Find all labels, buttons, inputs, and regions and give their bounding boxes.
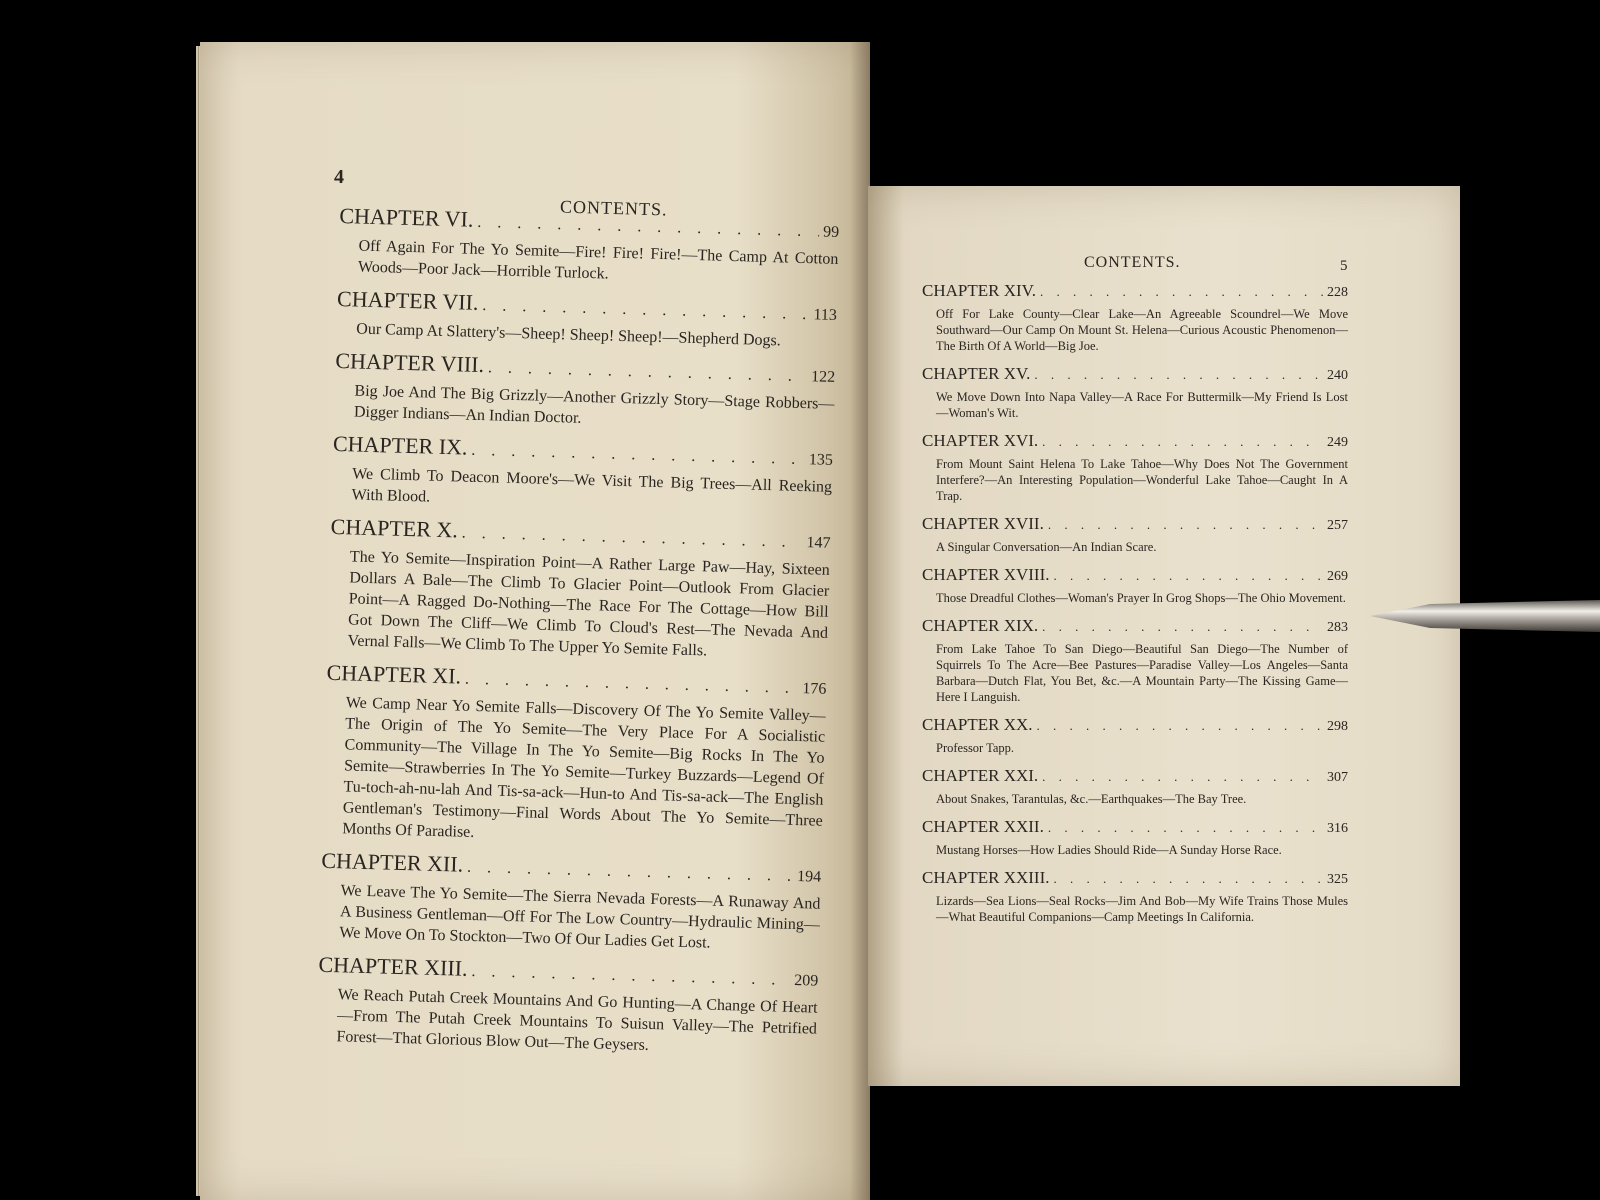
contents-entry: [322, 659, 827, 853]
chapter-summary: Big Joe And The Big Grizzly—Another Grizzly Story—Stage Robbers—Digger Indians—An Indian Doctor.: [353, 382, 835, 427]
contents-entry: [922, 867, 1348, 925]
contents-entry: [922, 816, 1348, 858]
contents-entry: [922, 513, 1348, 555]
chapter-page-number: 325: [1327, 872, 1348, 887]
chapter-page-number: 257: [1327, 518, 1348, 533]
chapter-heading-line: [922, 363, 1348, 387]
chapter-title: CHAPTER XVIII.: [922, 565, 1050, 584]
contents-entry: [922, 430, 1348, 504]
chapter-summary: From Mount Saint Helena To Lake Tahoe—Why Does Not The Government Interfere?—An Interesting Population—Wonderful Lake Tahoe—Caught In A Trap.: [936, 457, 1348, 503]
chapter-heading-line: [922, 867, 1348, 891]
contents-entry: [922, 615, 1348, 705]
chapter-page-number: 194: [796, 868, 822, 886]
chapter-heading-line: [922, 564, 1348, 588]
letter-opener-icon: [1370, 592, 1600, 638]
chapter-page-number: 209: [794, 971, 819, 990]
leader-dots: [1048, 514, 1323, 536]
leader-dots: [1048, 817, 1323, 839]
chapter-page-number: 228: [1327, 285, 1348, 300]
chapter-page-number: 147: [806, 534, 831, 552]
chapter-summary: Those Dreadful Clothes—Woman's Prayer In Grog Shops—The Ohio Movement.: [936, 591, 1346, 605]
chapter-summary: From Lake Tahoe To San Diego—Beautiful San Diego—The Number of Squirrels To The Acre—Bee Pastures—Paradise Valley—Los Angeles—Santa Barbara—Dutch Flat, You Bet, &c.—A Mountain Party—The Kissing Game—Here I Languish.: [936, 642, 1348, 704]
chapter-summary: Professor Tapp.: [936, 741, 1015, 755]
chapter-title: CHAPTER XVI.: [922, 431, 1039, 450]
chapter-page-number: 113: [813, 306, 838, 324]
chapter-title: CHAPTER VIII.: [335, 347, 485, 378]
leader-dots: [1042, 766, 1323, 788]
chapter-summary: Off Again For The Yo Semite—Fire! Fire! Fire!—The Camp At Cotton Woods—Poor Jack—Horrible Turlock.: [357, 237, 839, 283]
chapter-title: CHAPTER XXII.: [922, 817, 1044, 836]
chapter-page-number: 122: [810, 368, 836, 386]
chapter-heading-line: [922, 430, 1348, 454]
chapter-page-number: 99: [822, 223, 840, 241]
chapter-title: CHAPTER XII.: [321, 847, 464, 877]
chapter-summary: Our Camp At Slattery's—Sheep! Sheep! Sheep!—Shepherd Dogs.: [356, 320, 781, 350]
chapter-summary: The Yo Semite—Inspiration Point—A Rather Large Paw—Hay, Sixteen Dollars A Bale—The Climb To Glacier Point—Outlook From Glacier Point—A Ragged Do-Nothing—The Race For The Cottage—How Bill Got Down The Cliff—We Climb To Cloud's Rest—The Nevada And Vernal Falls—We Climb To The Upper Yo Semite Falls.: [347, 548, 830, 660]
chapter-heading-line: [922, 513, 1348, 537]
chapter-title: CHAPTER XVII.: [922, 514, 1044, 533]
left-folio: 4: [334, 166, 344, 188]
right-running-head: CONTENTS.: [1084, 254, 1181, 271]
contents-entry: [334, 347, 836, 436]
chapter-page-number: 176: [802, 680, 827, 698]
chapter-summary: We Reach Putah Creek Mountains And Go Hunting—A Change Of Heart—From The Putah Creek Mountains To Suisun Valley—The Petrified Forest—That Glorious Blow Out—The Geysers.: [336, 986, 818, 1054]
chapter-heading-line: [922, 714, 1348, 738]
leader-dots: [1040, 281, 1323, 303]
left-running-head: CONTENTS.: [559, 196, 668, 220]
chapter-title: CHAPTER XXIII.: [922, 868, 1050, 887]
contents-entry: [922, 714, 1348, 756]
chapter-summary: A Singular Conversation—An Indian Scare.: [936, 540, 1157, 554]
chapter-summary: We Climb To Deacon Moore's—We Visit The Big Trees—All Reeking With Blood.: [351, 465, 833, 506]
chapter-title: CHAPTER X.: [330, 513, 459, 543]
chapter-page-number: 316: [1327, 821, 1348, 836]
chapter-title: CHAPTER XV.: [922, 364, 1031, 383]
right-folio: 5: [1340, 258, 1348, 274]
chapter-title: CHAPTER XI.: [326, 659, 462, 689]
contents-entry: [922, 765, 1348, 807]
chapter-summary: About Snakes, Tarantulas, &c.—Earthquakes—The Bay Tree.: [936, 792, 1247, 806]
leader-dots: [1042, 431, 1323, 453]
leader-dots: [1042, 616, 1323, 638]
chapter-title: CHAPTER XIII.: [318, 951, 468, 981]
chapter-summary: We Camp Near Yo Semite Falls—Discovery Of The Yo Semite Valley—The Origin of The Yo Semite—The Very Place For A Socialistic Community—The Village In The Yo Semite—Big Rocks In The Yo Semite—Strawberries In The Yo Semite—Turkey Buzzards—Legend Of Tu-toch-ah-nu-lah And Tis-sa-ack—Hun-to And Tis-sa-ack—The English Gentleman's Testimony—Final Words About The Yo Semite—Three Months Of Paradise.: [342, 694, 826, 841]
chapter-page-number: 240: [1327, 368, 1348, 383]
chapter-page-number: 283: [1327, 620, 1348, 635]
chapter-page-number: 249: [1327, 435, 1348, 450]
leader-dots: [1054, 868, 1324, 890]
chapter-summary: We Leave The Yo Semite—The Sierra Nevada Forests—A Runaway And A Business Gentleman—Off For The Low Country—Hydraulic Mining—We Move On To Stockton—Two Of Our Ladies Get Lost.: [339, 882, 821, 952]
chapter-title: CHAPTER XXI.: [922, 766, 1039, 785]
chapter-title: CHAPTER XIV.: [922, 281, 1036, 300]
chapter-summary: Off For Lake County—Clear Lake—An Agreeable Scoundrel—We Move Southward—Our Camp On Mount St. Helena—Curious Acoustic Phenomenon—The Birth Of A World—Big Joe.: [936, 307, 1348, 353]
chapter-title: CHAPTER IX.: [332, 430, 468, 460]
leader-dots: [1037, 715, 1323, 737]
contents-entry: [338, 202, 840, 291]
chapter-heading-line: [922, 280, 1348, 304]
chapter-summary: We Move Down Into Napa Valley—A Race For Buttermilk—My Friend Is Lost—Woman's Wit.: [936, 390, 1348, 420]
chapter-summary: Lizards—Sea Lions—Seal Rocks—Jim And Bob—My Wife Trains Those Mules—What Beautiful Companions—Camp Meetings In California.: [936, 894, 1348, 924]
chapter-title: CHAPTER VI.: [339, 202, 474, 232]
chapter-page-number: 269: [1327, 569, 1348, 584]
contents-entry: [922, 363, 1348, 421]
left-contents-list: [316, 196, 840, 1069]
chapter-summary: Mustang Horses—How Ladies Should Ride—A Sunday Horse Race.: [936, 843, 1282, 857]
chapter-page-number: 298: [1327, 719, 1348, 734]
chapter-heading-line: [922, 615, 1348, 639]
chapter-title: CHAPTER VII.: [336, 285, 479, 315]
leader-dots: [1054, 565, 1324, 587]
leader-dots: [1034, 364, 1323, 386]
contents-entry: [336, 285, 837, 353]
contents-entry: [327, 513, 831, 665]
right-contents-list: [922, 280, 1348, 934]
contents-entry: [319, 847, 821, 957]
contents-entry: [331, 430, 833, 519]
chapter-heading-line: [922, 765, 1348, 789]
contents-entry: [922, 280, 1348, 354]
chapter-heading-line: [922, 816, 1348, 840]
chapter-title: CHAPTER XX.: [922, 715, 1033, 734]
chapter-title: CHAPTER XIX.: [922, 616, 1039, 635]
contents-entry: [316, 951, 818, 1061]
chapter-page-number: 135: [808, 451, 834, 469]
chapter-page-number: 307: [1327, 770, 1348, 785]
contents-entry: [922, 564, 1348, 606]
